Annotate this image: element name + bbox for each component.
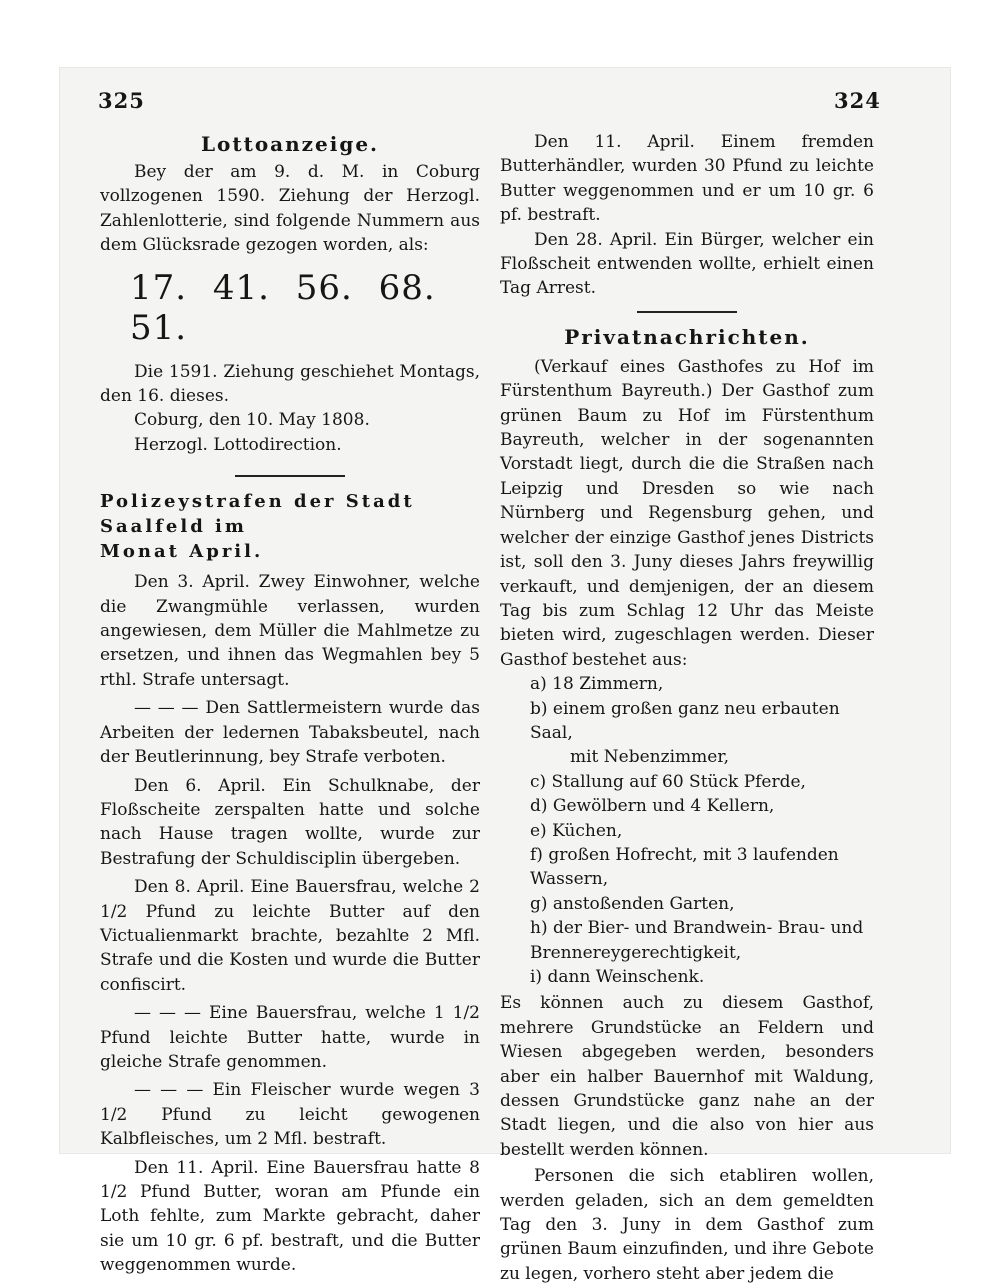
- property-list-item: [500, 916, 874, 965]
- property-list-item: [500, 892, 874, 916]
- police-title-line2: Monat April.: [100, 541, 264, 563]
- lotto-title: Lottoanzeige.: [200, 132, 380, 156]
- sale-announcement: (Verkauf eines Gasthofes zu Hof im Fürstenthum Bayreuth.) Der Gasthof zum grünen Baum zu Hof im Fürstenthum Bayreuth, welcher in der sogenannten Vorstadt liegt, durch die die Straßen nach Leipzig und Dresden so wie nach Nürnberg und Regensburg gehen, und welcher der einzige Gasthof jenes Districts ist, soll den 3. Juny dieses Jahrs freywillig verkauft, und demjenigen, der an diesem Tag bis zum Schlag 12 Uhr das Meiste bieten wird, zugeschlagen werden. Dieser Gasthof bestehet aus:: [500, 356, 874, 670]
- signature: Herzogl. Lottodirection.: [134, 434, 342, 455]
- police-entry-4: Den 8. April. Eine Bauersfrau, welche 2 1/2 Pfund zu leichte Butter auf den Victualienmarkt brachte, bezahlte 2 Mfl. Strafe und die Kosten und wurde die Butter confiscirt.: [100, 877, 480, 995]
- police-entry-3: Den 6. April. Ein Schulknabe, der Floßscheite zerspalten hatte und solche nach Hause tragen wollte, wurde zur Bestrafung der Schuldisciplin übergeben.: [100, 775, 480, 869]
- dateline: Coburg, den 10. May 1808.: [134, 410, 370, 431]
- property-list-item: [500, 819, 874, 843]
- property-list-item: [500, 965, 874, 989]
- right-column: [500, 130, 874, 1286]
- police-entry-7: Den 11. April. Eine Bauersfrau hatte 8 1/2 Pfund Butter, woran am Pfunde ein Loth fehlte, zum Markte gebracht, daher sie um 10 gr. 6 pf. bestraft, und die Butter weggenommen wurde.: [100, 1157, 480, 1276]
- property-list-item-text: i) dann Weinschenk.: [530, 967, 705, 987]
- property-list-item-text: d) Gewölbern und 4 Kellern,: [530, 796, 775, 817]
- property-list-item-text: g) anstoßenden Garten,: [530, 893, 735, 914]
- police-entry-1: Den 3. April. Zwey Einwohner, welche die Zwangmühle verlassen, wurden angewiesen, dem Müller die Mahlmetze zu ersetzen, und ihnen das Wegmahlen bey 5 rthl. Strafe untersagt.: [100, 572, 480, 690]
- divider-rule-right: [637, 311, 737, 313]
- property-list-item-continuation: mit Nebenzimmer,: [570, 747, 729, 768]
- page-number-right: 324: [834, 88, 881, 113]
- police-entry-8: Den 11. April. Einem fremden Butterhändler, wurden 30 Pfund zu leichte Butter weggenommen und er um 10 gr. 6 pf. bestraft.: [500, 132, 874, 226]
- police-title-line1: Polizeystrafen der Stadt Saalfeld im: [100, 491, 415, 538]
- left-column: [100, 132, 480, 1278]
- property-list-item: [500, 672, 874, 696]
- property-list: [500, 672, 874, 989]
- property-list-item: [500, 697, 874, 770]
- police-entry-6: — — — Ein Fleischer wurde wegen 3 1/2 Pfund zu leicht gewogenen Kalbfleisches, um 2 Mfl. bestraft.: [100, 1080, 480, 1150]
- property-list-item-text: a) 18 Zimmern,: [530, 674, 664, 695]
- property-list-item-text: b) einem großen ganz neu erbauten Saal,: [530, 698, 840, 743]
- property-list-item-text: h) der Bier- und Brandwein- Brau- und Brennereygerechtigkeit,: [530, 918, 864, 963]
- property-list-item-text: e) Küchen,: [530, 820, 623, 841]
- police-entry-5: — — — Eine Bauersfrau, welche 1 1/2 Pfund leichte Butter hatte, wurde in gleiche Strafe genommen.: [100, 1003, 480, 1072]
- property-list-item-text: c) Stallung auf 60 Stück Pferde,: [530, 771, 806, 792]
- property-list-item-text: f) großen Hofrecht, mit 3 laufenden Wassern,: [530, 844, 839, 890]
- lotto-text: Bey der am 9. d. M. in Coburg vollzogenen 1590. Ziehung der Herzogl. Zahlenlotterie, sind folgende Nummern aus dem Glücksrade gezogen worden, als:: [100, 162, 480, 256]
- police-entry-9: Den 28. April. Ein Bürger, welcher ein Floßscheit entwenden wollte, erhielt einen Tag Arrest.: [500, 229, 874, 299]
- private-news-title: Privatnachrichten.: [564, 324, 810, 349]
- next-draw: Die 1591. Ziehung geschiehet Montags, den 16. dieses.: [100, 361, 480, 407]
- lotto-numbers: 17. 41. 56. 68. 51.: [130, 267, 436, 348]
- property-list-item: [500, 794, 874, 818]
- sale-additional: Es können auch zu diesem Gasthof, mehrere Grundstücke an Feldern und Wiesen abgegeben werden, besonders aber ein halber Bauernhof mit Waldung, dessen Grundstücke ganz nahe an der Stadt liegen, und die also von hier aus bestellt werden können.: [500, 993, 874, 1160]
- sale-instructions: Personen die sich etabliren wollen, werden geladen, sich an dem gemeldten Tag den 3. Juny in dem Gasthof zum grünen Baum einzufinden, und ihre Gebote zu legen, vorhero steht aber jedem die: [500, 1166, 874, 1284]
- property-list-item: [500, 770, 874, 794]
- page-number-left: 325: [98, 88, 145, 113]
- property-list-item: [500, 843, 874, 892]
- police-entry-2: — — — Den Sattlermeistern wurde das Arbeiten der ledernen Tabaksbeutel, nach der Beutlerinnung, bey Strafe verboten.: [100, 698, 480, 768]
- divider-rule: [235, 475, 345, 477]
